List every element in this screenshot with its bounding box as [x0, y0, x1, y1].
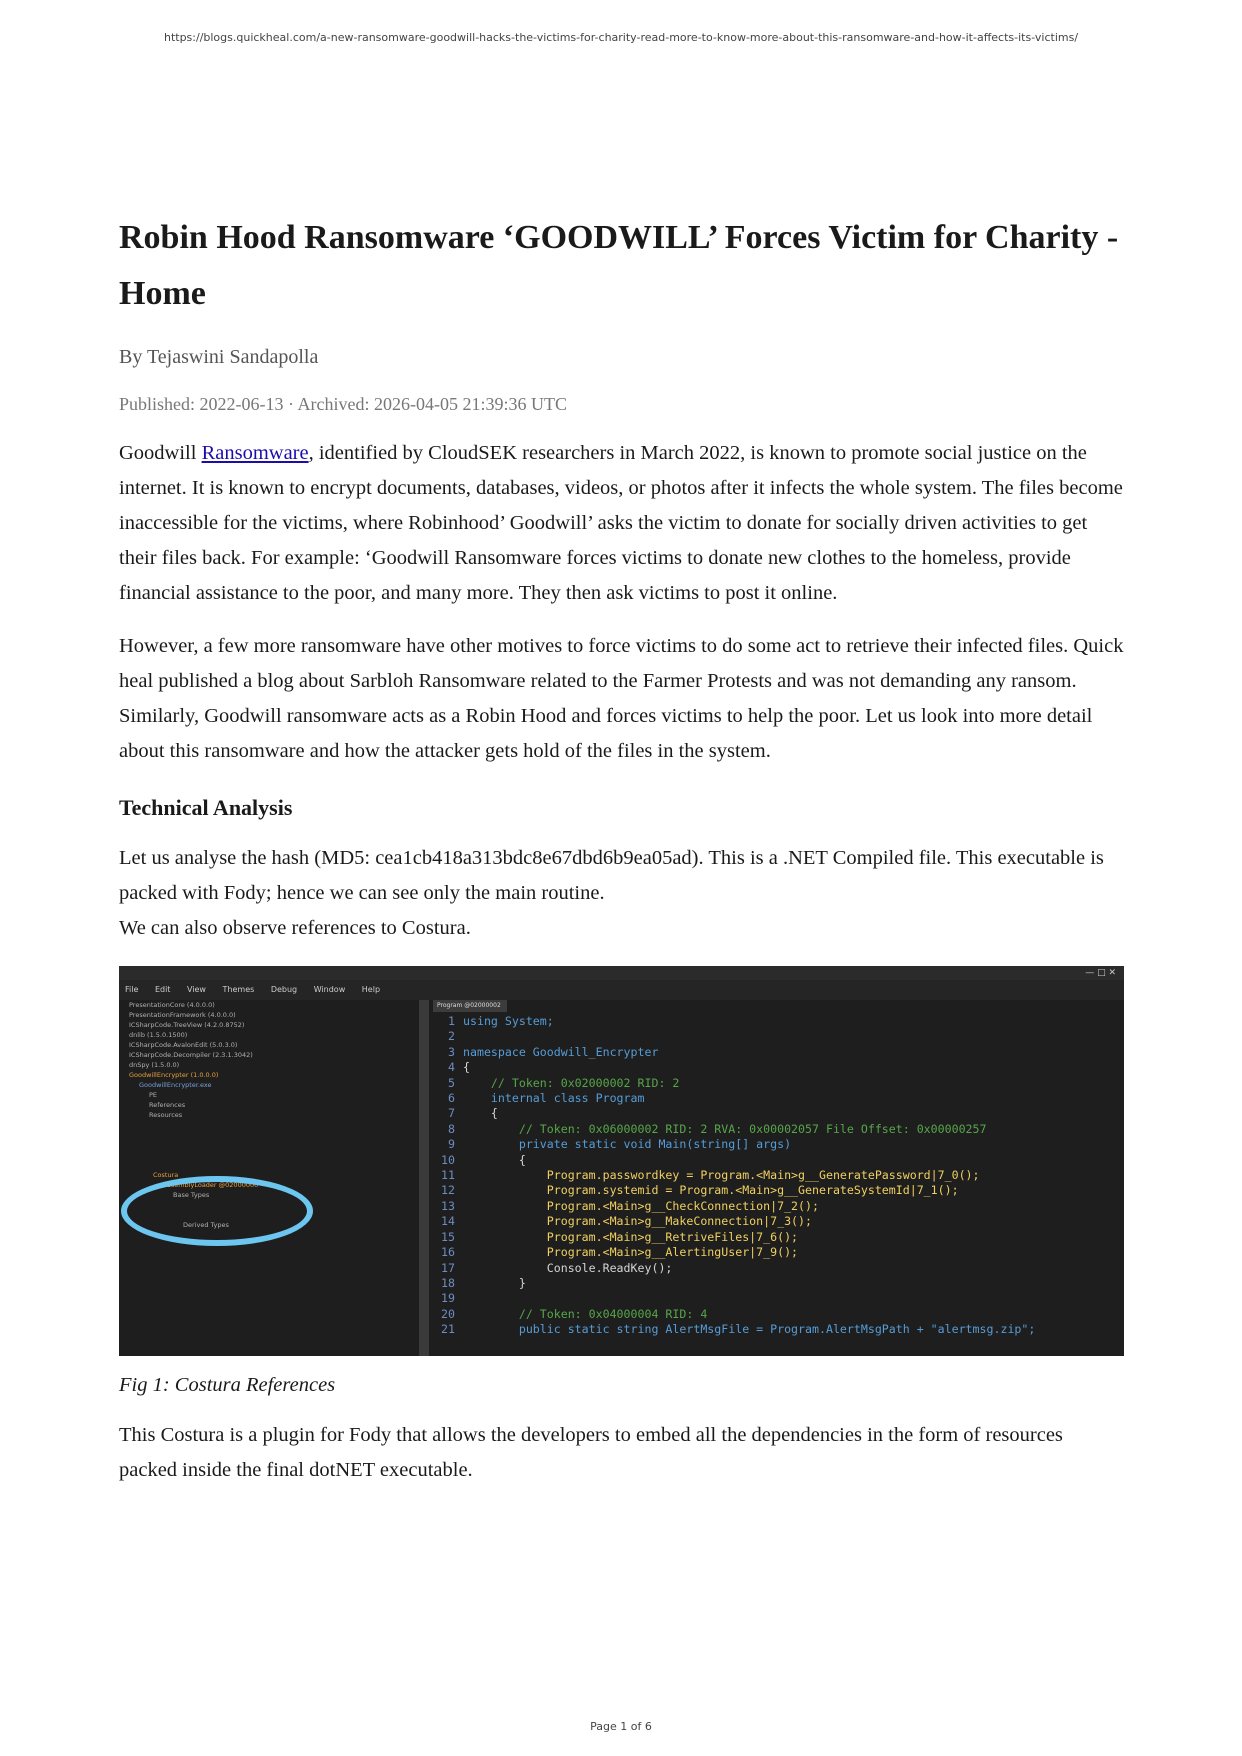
line-number: 8	[448, 1121, 455, 1136]
paragraph-costura: This Costura is a plugin for Fody that allows the developers to embed all the dependencies in the form of resources packed inside the final dotNET executable.	[119, 1424, 1063, 1481]
code-text: Program.systemid = Program.<Main>g__GenerateSystemId|7_1();	[463, 1183, 959, 1198]
costura-text: We can also observe references to Costura.	[119, 917, 471, 939]
assembly-tree	[119, 1000, 429, 1356]
code-line	[433, 1122, 1124, 1137]
tree-item: ICSharpCode.Decompiler (2.3.1.3042)	[129, 1051, 253, 1059]
line-number: 16	[441, 1245, 455, 1260]
paragraph-motives: However, a few more ransomware have other motives to force victims to do some act to retrieve their infected files. Quick heal published a blog about Sarbloh Ransomware related to the Farmer Protests and was not demanding any ransom. Similarly, Goodwill ransomware acts as a Robin Hood and forces victims to help the poor. Let us look into more detail about this ransomware and how the attacker gets hold of the files in the system.	[119, 635, 1124, 762]
window-controls: — □ ✕	[1085, 968, 1116, 978]
tree-item: GoodwillEncrypter.exe	[139, 1081, 212, 1089]
code-line	[433, 1091, 1124, 1106]
tree-item: Costura	[153, 1171, 179, 1179]
line-number: 2	[448, 1029, 455, 1044]
menu-item: Window	[313, 985, 346, 994]
code-line	[433, 1183, 1124, 1198]
code-text: // Token: 0x04000004 RID: 4	[463, 1306, 708, 1321]
line-number: 7	[448, 1106, 455, 1121]
line-number: 4	[448, 1060, 455, 1075]
code-text: Console.ReadKey();	[463, 1260, 673, 1275]
line-number: 1	[448, 1014, 455, 1028]
code-text: Program.passwordkey = Program.<Main>g__GeneratePassword|7_0();	[463, 1168, 980, 1183]
code-text: {	[463, 1152, 526, 1167]
code-text: private static void Main(string[] args)	[463, 1137, 792, 1152]
code-line	[433, 1291, 1124, 1306]
line-number: 10	[441, 1152, 455, 1167]
article	[119, 210, 1124, 1488]
code-text: internal class Program	[463, 1091, 645, 1106]
tree-item: PresentationCore (4.0.0.0)	[129, 1001, 215, 1009]
code-text: // Token: 0x02000002 RID: 2	[463, 1075, 680, 1090]
line-number: 9	[448, 1137, 455, 1152]
tree-item: ICSharpCode.AvalonEdit (5.0.3.0)	[129, 1041, 238, 1049]
figure-titlebar	[119, 966, 1124, 980]
tree-item: GoodwillEncrypter (1.0.0.0)	[129, 1071, 219, 1079]
code-line	[433, 1106, 1124, 1121]
line-number: 11	[441, 1168, 455, 1183]
code-text: public static string AlertMsgFile = Program.AlertMsgPath + "alertmsg.zip";	[463, 1322, 1036, 1337]
code-text: // Token: 0x06000002 RID: 2 RVA: 0x00002057 File Offset: 0x00000257	[463, 1121, 987, 1136]
page-number: Page 1 of 6	[590, 1720, 652, 1733]
menu-item: Themes	[222, 985, 255, 994]
code-text: Program.<Main>g__MakeConnection|7_3();	[463, 1214, 813, 1229]
section-heading: Technical Analysis	[119, 795, 293, 820]
line-number: 17	[441, 1260, 455, 1275]
line-number: 3	[448, 1044, 455, 1059]
ransomware-link[interactable]: Ransomware	[201, 442, 309, 464]
code-view	[433, 1014, 1124, 1356]
line-number: 12	[441, 1183, 455, 1198]
code-line	[433, 1261, 1124, 1276]
code-text: {	[463, 1060, 470, 1075]
figure-caption: Fig 1: Costura References	[119, 1374, 336, 1396]
line-number: 15	[441, 1229, 455, 1244]
line-number: 18	[441, 1275, 455, 1290]
code-text: }	[463, 1275, 526, 1290]
hash-text: Let us analyse the hash (MD5: cea1cb418a313bdc8e67dbd6b9ea05ad). This is a .NET Compiled file. This executable is packed with Fody; hence we can see only the main routine.	[119, 847, 1104, 904]
code-line	[433, 1045, 1124, 1060]
tree-item: AssemblyLoader @02000000	[163, 1181, 259, 1189]
line-number: 14	[441, 1214, 455, 1229]
byline: By Tejaswini Sandapolla	[119, 346, 319, 368]
code-line	[433, 1245, 1124, 1260]
line-number: 20	[441, 1306, 455, 1321]
paragraph-intro	[119, 436, 1124, 611]
menu-item: Debug	[270, 985, 298, 994]
costura-screenshot	[119, 966, 1124, 1356]
tree-scrollbar	[419, 1000, 429, 1356]
code-line	[433, 1230, 1124, 1245]
code-text: Program.<Main>g__RetriveFiles|7_6();	[463, 1229, 799, 1244]
code-line	[433, 1168, 1124, 1183]
figure-menubar	[119, 980, 1124, 1000]
intro-text-start: Goodwill	[119, 442, 202, 464]
publish-meta: Published: 2022-06-13 · Archived: 2026-04-05 21:39:36 UTC	[119, 394, 567, 414]
code-text: {	[463, 1106, 498, 1121]
line-number: 5	[448, 1075, 455, 1090]
menu-item: View	[186, 985, 206, 994]
highlight-circle	[121, 1176, 313, 1246]
tree-item: Derived Types	[183, 1221, 229, 1229]
code-line	[433, 1153, 1124, 1168]
code-text: Program.<Main>g__CheckConnection|7_2();	[463, 1198, 819, 1213]
tree-item: dnlib (1.5.0.1500)	[129, 1031, 188, 1039]
menu-item: Edit	[154, 985, 171, 994]
tree-item: Base Types	[173, 1191, 210, 1199]
code-text: namespace Goodwill_Encrypter	[463, 1044, 659, 1059]
intro-text-rest: , identified by CloudSEK researchers in March 2022, is known to promote social justice on the internet. It is known to encrypt documents, databases, videos, or photos after it infects the whole system. The files become inaccessible for the victims, where Robinhood’ Goodwill’ asks the victim to donate for socially driven activities to get their files back. For example: ‘Goodwill Ransomware forces victims to donate new clothes to the homeless, provide financial assistance to the poor, and many more. They then ask victims to post it online.	[119, 442, 1123, 604]
source-url: https://blogs.quickheal.com/a-new-ransomware-goodwill-hacks-the-victims-for-charity-read-more-to-know-more-about-this-ransomware-and-how-it-affects-its-victims/	[163, 31, 1079, 44]
tree-item: ICSharpCode.TreeView (4.2.0.8752)	[129, 1021, 245, 1029]
page-title: Robin Hood Ransomware ‘GOODWILL’ Forces Victim for Charity - Home	[119, 219, 1119, 312]
code-line	[433, 1322, 1124, 1337]
line-number: 21	[441, 1322, 455, 1337]
code-text: Program.<Main>g__AlertingUser|7_9();	[463, 1245, 799, 1260]
code-line	[433, 1307, 1124, 1322]
code-line	[433, 1199, 1124, 1214]
menu-item: File	[125, 985, 139, 994]
code-line	[433, 1076, 1124, 1091]
code-line	[433, 1276, 1124, 1291]
code-line	[433, 1014, 1124, 1029]
code-tab: Program @02000002	[433, 1000, 507, 1012]
paragraph-hash	[119, 841, 1124, 946]
line-number: 19	[441, 1291, 455, 1306]
tree-item: PresentationFramework (4.0.0.0)	[129, 1011, 236, 1019]
code-line	[433, 1214, 1124, 1229]
menu-item: Help	[361, 985, 381, 994]
tree-item: dnSpy (1.5.0.0)	[129, 1061, 180, 1069]
tree-item: Resources	[149, 1111, 183, 1119]
code-line	[433, 1029, 1124, 1044]
code-text: using System;	[463, 1014, 554, 1028]
code-line	[433, 1060, 1124, 1075]
line-number: 13	[441, 1198, 455, 1213]
tree-item: PE	[149, 1091, 158, 1099]
line-number: 6	[448, 1091, 455, 1106]
tree-item: References	[149, 1101, 186, 1109]
code-line	[433, 1137, 1124, 1152]
